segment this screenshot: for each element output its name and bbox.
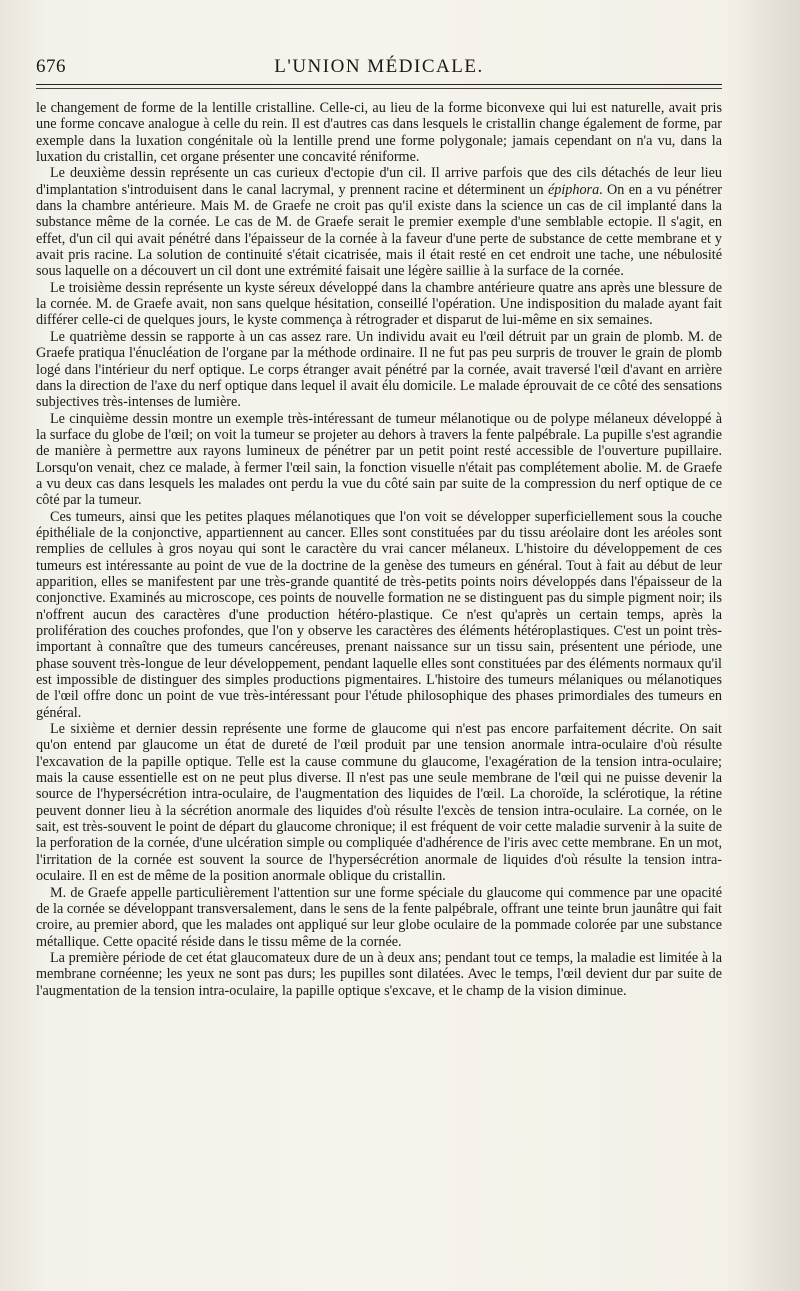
paragraph-8: M. de Graefe appelle particulièrement l'attention sur une forme spéciale du glaucome qui commence par une opacité de la cornée se développant transversalement, dans le sens de la fente palpébrale, offrant une teinte brun jaunâtre qui fait croire, au premier abord, que les malades ont appliqué sur leur globe oculaire de la pommade colorée par une substance métallique. Cette opacité réside dans le tissu même de la cornée. (36, 884, 722, 950)
paragraph-1: le changement de forme de la lentille cristalline. Celle-ci, au lieu de la forme biconvexe qui lui est naturelle, avait pris une forme concave analogue à celle du rein. Il est d'autres cas dans lesquels le cristallin change également de forme, par exemple dans la luxation congénitale où la lentille prend une forme polygonale; jamais cependant on n'a vu, dans la luxation du cristallin, cet organe présenter une concavité réniforme. (36, 100, 722, 166)
paragraph-5: Le cinquième dessin montre un exemple très-intéressant de tumeur mélanotique ou de polype mélaneux développé à la surface du globe de l'œil; on voit la tumeur se projeter au dehors à travers la fente palpébrale. La pupille s'est agrandie de manière à permettre aux rayons lumineux de pénétrer par un petit point resté accessible de l'ouverture pupillaire. Lorsqu'on venait, chez ce malade, à fermer l'œil sain, la fonction visuelle n'était pas complétement abolie. M. de Graefe a vu deux cas dans lesquels les malades ont perdu la vue du côté sain par suite de la compression du nerf optique de ce côté par la tumeur. (36, 410, 722, 509)
paragraph-2: Le deuxième dessin représente un cas curieux d'ectopie d'un cil. Il arrive parfois que des cils détachés de leur lieu d'implantation s'introduisent dans le canal lacrymal, y prennent racine et déterminent un épiphora. On en a vu pénétrer dans la chambre antérieure. Mais M. de Graefe ne croit pas qu'il existe dans la science un cas de cil implanté dans la substance même de la cornée. Le cas de M. de Graefe serait le premier exemple d'une semblable ectopie. Il s'agit, en effet, d'un cil qui avait pénétré dans l'épaisseur de la cornée à la faveur d'une perte de substance de cette membrane et y avait pris racine. La solution de continuité s'était cicatrisée, mais il était resté en cet endroit une tache, une nébulosité sous laquelle on a découvert un cil dont une extrémité faisait une légère saillie à la surface de la cornée. (36, 165, 722, 280)
header-rule-thin (36, 88, 722, 89)
page-edge-shadow (722, 0, 800, 1291)
paragraph-3: Le troisième dessin représente un kyste séreux développé dans la chambre antérieure quatre ans après une blessure de la cornée. M. de Graefe avait, non sans quelque hésitation, conseillé l'opération. Une indisposition du malade ayant fait différer celle-ci de quelques jours, le kyste commença à rétrograder et disparut de lui-même en six semaines. (36, 279, 722, 329)
article-body (36, 100, 722, 999)
paragraph-4: Le quatrième dessin se rapporte à un cas assez rare. Un individu avait eu l'œil détruit par un grain de plomb. M. de Graefe pratiqua l'énucléation de l'organe par la méthode ordinaire. Il ne fut pas peu surpris de trouver le grain de plomb logé dans l'intérieur du nerf optique. Le corps étranger avait pénétré par la cornée, avait traversé l'œil d'avant en arrière dans la direction de l'axe du nerf optique dans lequel il avait élu domicile. Le malade éprouvait de ce côté des sensations subjectives très-intenses de lumière. (36, 328, 722, 411)
italic-term: épiphora (547, 181, 600, 198)
page-number: 676 (36, 56, 66, 77)
paragraph-7: Le sixième et dernier dessin représente une forme de glaucome qui n'est pas encore parfaitement décrite. On sait qu'on entend par glaucome un état de dureté de l'œil produit par une tension anormale intra-oculaire d'où résulte l'excavation de la papille optique. Telle est la cause commune du glaucome, l'exagération de la tension intra-oculaire; mais la cause essentielle est on ne peut plus diverse. Il n'est pas une seule membrane de l'œil qui ne puisse devenir la source de l'hypersécrétion intra-oculaire, de l'augmentation des liquides de l'œil. La choroïde, la sclérotique, la rétine peuvent donner lieu à la sécrétion anormale des liquides d'où résulte l'excès de tension intra-oculaire. La cornée, on le sait, est très-souvent le point de départ du glaucome chronique; il est fréquent de voir cette maladie survenir à la suite de la perforation de la cornée, d'une ulcération simple ou compliquée d'adhérence de l'iris avec cette membrane. En un mot, l'irritation de la cornée est souvent la source de l'hypersécrétion anormale de liquides d'où résulte la tension intra-oculaire. Il en est de même de la position anormale oblique du cristallin. (36, 721, 722, 885)
header-rule (36, 84, 722, 85)
running-title: L'UNION MÉDICALE. (274, 56, 484, 77)
page-header (36, 52, 722, 82)
paragraph-6: Ces tumeurs, ainsi que les petites plaques mélanotiques que l'on voit se développer superficiellement sous la couche épithéliale de la conjonctive, appartiennent au cancer. Elles sont constituées par du tissu aréolaire dont les aréoles sont remplies de cellules à gros noyau qui sont le caractère du vrai cancer mélaneux. L'histoire du développement de ces tumeurs est intéressante au point de vue de la doctrine de la genèse des tumeurs en général. Tout à fait au début de leur apparition, elles se manifestent par une très-grande quantité de très-petits points noirs développés dans l'épaisseur de la conjonctive. Examinés au microscope, ces points de nouvelle formation ne se distinguent pas du simple pigment noir; ils n'offrent aucun des caractères d'une production hétéro-plastique. Ce n'est qu'après un certain temps, après la prolifération des couches profondes, que l'on y observe les caractères des éléments hétéroplastiques. C'est un point très-important à connaître que des tumeurs cancéreuses, prenant naissance sur un tissu sain, présentent une période, une phase souvent très-longue de leur développement, pendant laquelle elles sont constituées par des éléments normaux qu'il est impossible de distinguer des simples productions pigmentaires. L'histoire des tumeurs mélaniques ou mélanotiques de l'œil offre donc un point de vue très-intéressant pour l'étude philosophique des phases primordiales des tumeurs en général. (36, 508, 722, 721)
paragraph-9: La première période de cet état glaucomateux dure de un à deux ans; pendant tout ce temps, la maladie est limitée à la membrane cornéenne; les yeux ne sont pas durs; les pupilles sont dilatées. Avec le temps, l'œil devient dur par suite de l'augmentation de la tension intra-oculaire, la papille optique s'excave, et le champ de la vision diminue. (36, 949, 722, 999)
